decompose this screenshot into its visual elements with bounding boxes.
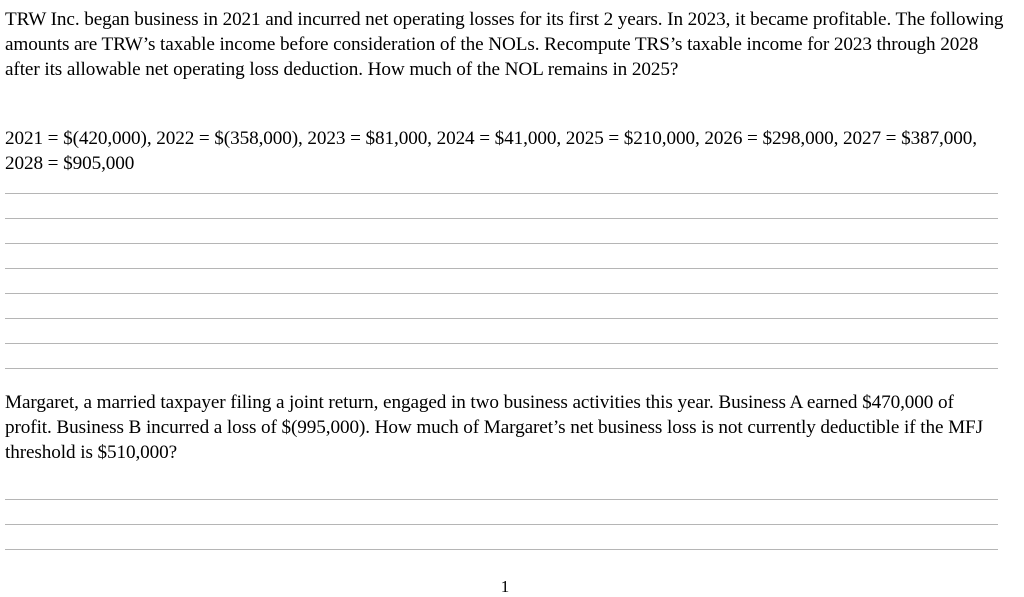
answer-line <box>5 293 998 294</box>
answer-line <box>5 499 998 500</box>
page-number: 1 <box>500 577 510 596</box>
answer-line <box>5 549 998 550</box>
answer-line <box>5 268 998 269</box>
answer-line <box>5 368 998 369</box>
answer-line <box>5 218 998 219</box>
answer-line <box>5 343 998 344</box>
answer-line <box>5 524 998 525</box>
question-2-text: Margaret, a married taxpayer filing a joint return, engaged in two business activities this year. Business A earned $470,000 of profit. Business B incurred a loss of $(995,000). How much of Margaret’s net business loss is not currently deductible if the MFJ threshold is $510,000? <box>5 392 983 463</box>
answer-line <box>5 243 998 244</box>
question-1-text: TRW Inc. began business in 2021 and incurred net operating losses for its first 2 years. In 2023, it became profitable. The following amounts are TRW’s taxable income before consideration of the NOLs. Recompute TRS’s taxable income for 2023 through 2028 after its allowable net operating loss deduction. How much of the NOL remains in 2025? <box>5 9 1004 80</box>
question-1-values: 2021 = $(420,000), 2022 = $(358,000), 2023 = $81,000, 2024 = $41,000, 2025 = $210,000, 2026 = $298,000, 2027 = $387,000, 2028 = $905,000 <box>5 128 977 174</box>
answer-line <box>5 193 998 194</box>
answer-line <box>5 318 998 319</box>
